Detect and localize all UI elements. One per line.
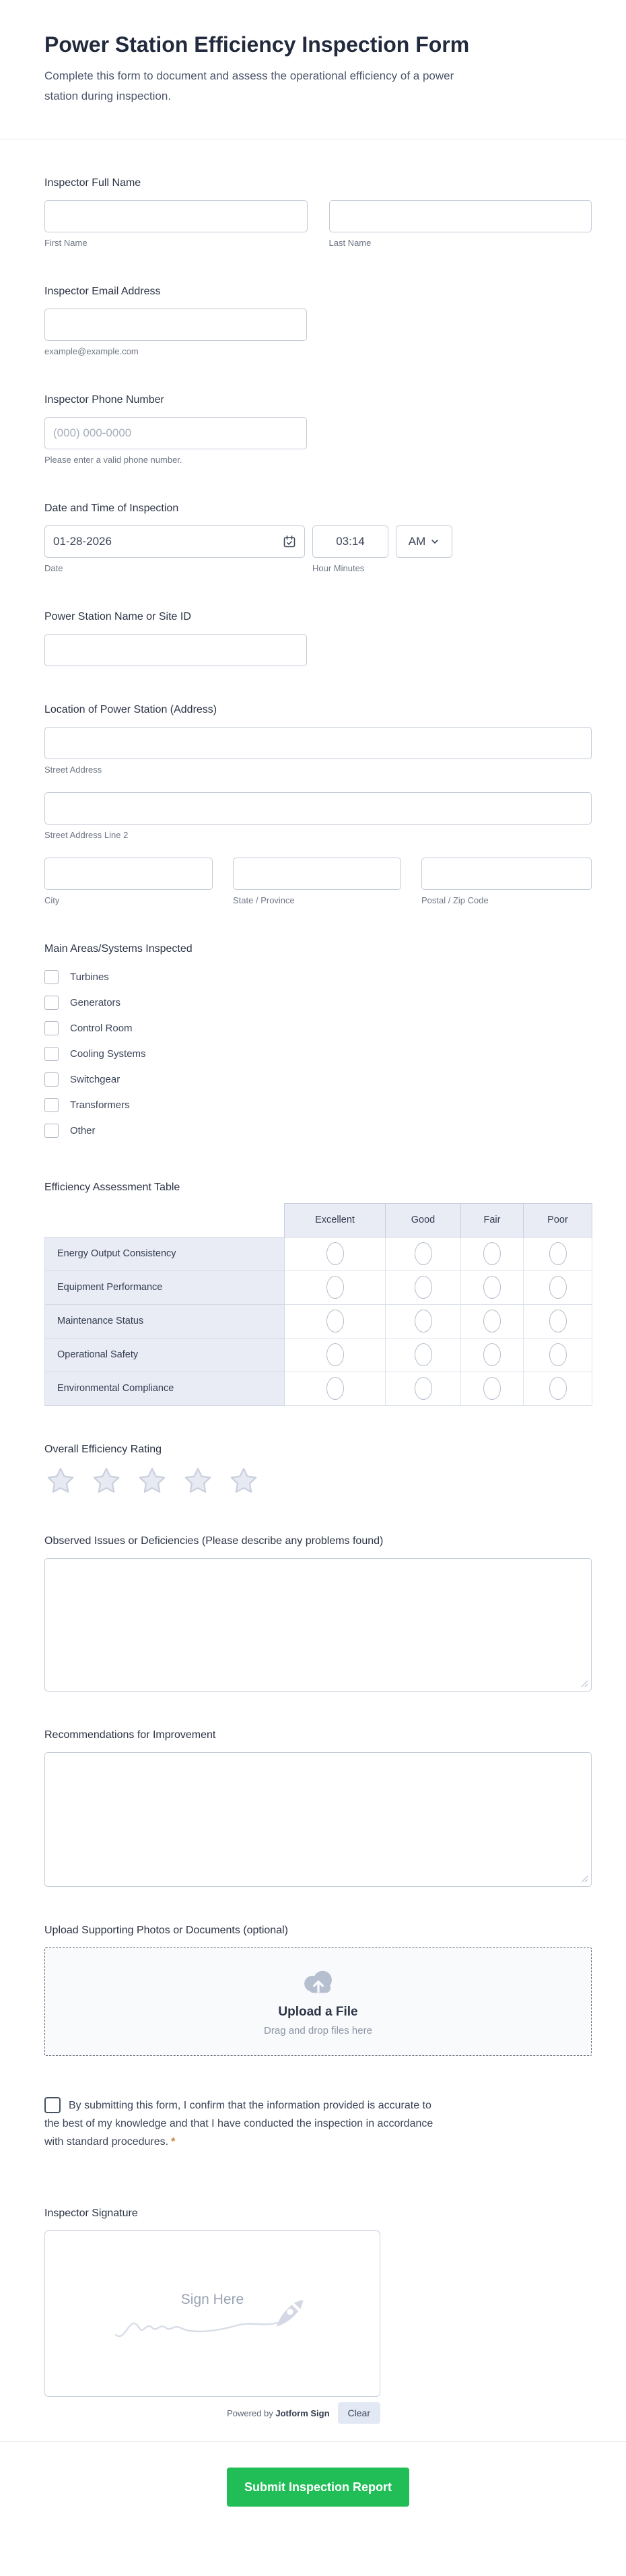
field-station	[44, 611, 592, 666]
chevron-down-icon	[430, 537, 440, 546]
matrix-radio[interactable]	[549, 1276, 567, 1299]
area-option-label[interactable]: Generators	[70, 997, 121, 1009]
matrix-row	[45, 1270, 592, 1304]
email-sublabel: example@example.com	[44, 346, 139, 356]
last-name-input[interactable]	[329, 200, 592, 232]
consent-text: By submitting this form, I confirm that the information provided is accurate to the best of my knowledge and that I have conducted the inspection in accordance with standard procedures.	[44, 2099, 433, 2148]
matrix-radio[interactable]	[415, 1276, 432, 1299]
datetime-label: Date and Time of Inspection	[44, 502, 179, 514]
matrix-radio[interactable]	[483, 1310, 501, 1332]
field-rating	[44, 1444, 592, 1498]
page-title: Power Station Efficiency Inspection Form	[44, 32, 470, 57]
full-name-label: Inspector Full Name	[44, 176, 141, 189]
street2-input[interactable]	[44, 792, 592, 825]
checkbox-option-turbines	[44, 965, 592, 990]
matrix-radio[interactable]	[415, 1242, 432, 1265]
field-signature	[44, 2208, 592, 2424]
matrix-radio[interactable]	[326, 1377, 344, 1400]
area-checkbox-transformers[interactable]	[44, 1098, 59, 1112]
address-label: Location of Power Station (Address)	[44, 703, 217, 715]
checkbox-option-switchgear	[44, 1067, 592, 1093]
area-option-label[interactable]: Other	[70, 1125, 96, 1137]
recommendations-label: Recommendations for Improvement	[44, 1729, 216, 1741]
checkbox-option-other	[44, 1118, 592, 1144]
area-option-label[interactable]: Turbines	[70, 971, 109, 984]
area-checkbox-generators[interactable]	[44, 996, 59, 1010]
state-sublabel: State / Province	[233, 895, 295, 905]
time-input[interactable]	[312, 525, 388, 558]
issues-label: Observed Issues or Deficiencies (Please describe any problems found)	[44, 1535, 384, 1547]
star-icon[interactable]	[136, 1465, 168, 1498]
ampm-select[interactable]	[396, 525, 452, 558]
date-input[interactable]	[44, 525, 305, 558]
matrix-radio[interactable]	[415, 1310, 432, 1332]
matrix-radio[interactable]	[483, 1377, 501, 1400]
matrix-table	[44, 1203, 592, 1406]
phone-label: Inspector Phone Number	[44, 393, 164, 406]
city-input[interactable]	[44, 858, 213, 890]
signature-label: Inspector Signature	[44, 2208, 138, 2220]
star-icon[interactable]	[228, 1465, 260, 1498]
powered-by-text: Powered by Jotform Sign	[227, 2408, 330, 2418]
matrix-row	[45, 1237, 592, 1270]
signature-squiggle	[112, 2304, 281, 2344]
field-datetime	[44, 503, 592, 573]
matrix-label: Efficiency Assessment Table	[44, 1181, 180, 1193]
rating-label: Overall Efficiency Rating	[44, 1443, 162, 1455]
area-checkbox-switchgear[interactable]	[44, 1072, 59, 1087]
email-label: Inspector Email Address	[44, 285, 161, 297]
field-issues	[44, 1535, 592, 1692]
matrix-radio[interactable]	[415, 1343, 432, 1366]
checkbox-option-cooling-systems	[44, 1041, 592, 1067]
matrix-col-header: Poor	[524, 1203, 592, 1237]
star-icon[interactable]	[44, 1465, 77, 1498]
matrix-row-label: Maintenance Status	[45, 1304, 285, 1338]
upload-label: Upload Supporting Photos or Documents (optional)	[44, 1924, 288, 1936]
matrix-radio[interactable]	[549, 1377, 567, 1400]
field-upload	[44, 1925, 592, 2056]
station-input[interactable]	[44, 634, 307, 666]
matrix-radio[interactable]	[326, 1242, 344, 1265]
checkbox-option-generators	[44, 990, 592, 1016]
matrix-radio[interactable]	[483, 1276, 501, 1299]
field-recommendations	[44, 1729, 592, 1887]
time-sublabel: Hour Minutes	[312, 562, 365, 573]
matrix-radio[interactable]	[549, 1242, 567, 1265]
matrix-radio[interactable]	[549, 1310, 567, 1332]
field-email	[44, 286, 592, 356]
postal-input[interactable]	[421, 858, 592, 890]
areas-label: Main Areas/Systems Inspected	[44, 942, 193, 955]
sign-here-text: Sign Here	[180, 2292, 244, 2308]
field-full-name	[44, 177, 592, 248]
consent-checkbox[interactable]	[44, 2097, 61, 2113]
signature-footer	[44, 2402, 380, 2424]
matrix-col-header: Good	[386, 1203, 461, 1237]
first-name-sublabel: First Name	[44, 237, 88, 248]
first-name-input[interactable]	[44, 200, 308, 232]
issues-textarea[interactable]	[44, 1558, 592, 1692]
date-sublabel: Date	[44, 562, 63, 573]
area-option-label[interactable]: Control Room	[70, 1023, 133, 1035]
matrix-col-header: Fair	[461, 1203, 524, 1237]
recommendations-textarea[interactable]	[44, 1752, 592, 1887]
required-asterisk: *	[171, 2136, 176, 2148]
submit-button[interactable]: Submit Inspection Report	[227, 2468, 409, 2507]
street-sublabel: Street Address	[44, 764, 102, 775]
area-checkbox-cooling-systems[interactable]	[44, 1047, 59, 1061]
area-option-label[interactable]: Transformers	[70, 1099, 130, 1112]
postal-sublabel: Postal / Zip Code	[421, 895, 489, 905]
star-icon[interactable]	[182, 1465, 214, 1498]
signature-pad[interactable]	[44, 2230, 380, 2397]
star-icon[interactable]	[90, 1465, 123, 1498]
upload-dropzone[interactable]	[44, 1947, 592, 2056]
matrix-row-label: Environmental Compliance	[45, 1372, 285, 1405]
matrix-radio[interactable]	[549, 1343, 567, 1366]
matrix-radio[interactable]	[326, 1310, 344, 1332]
matrix-radio[interactable]	[483, 1343, 501, 1366]
email-input[interactable]	[44, 309, 307, 341]
field-areas	[44, 943, 592, 1144]
field-phone	[44, 394, 592, 465]
field-address	[44, 704, 592, 905]
station-label: Power Station Name or Site ID	[44, 610, 191, 622]
upload-title: Upload a File	[278, 2004, 358, 2019]
street-input[interactable]	[44, 727, 592, 759]
matrix-radio[interactable]	[326, 1343, 344, 1366]
area-checkbox-turbines[interactable]	[44, 970, 59, 984]
matrix-row	[45, 1372, 592, 1405]
matrix-row-label: Energy Output Consistency	[45, 1237, 285, 1270]
consent-row	[44, 2096, 448, 2152]
checkbox-option-transformers	[44, 1093, 592, 1118]
ampm-value: AM	[408, 534, 426, 548]
last-name-sublabel: Last Name	[328, 237, 372, 248]
phone-sublabel: Please enter a valid phone number.	[44, 454, 182, 465]
area-option-label[interactable]: Cooling Systems	[70, 1048, 146, 1060]
phone-input[interactable]	[44, 417, 307, 449]
street2-sublabel: Street Address Line 2	[44, 829, 129, 840]
cloud-upload-icon	[299, 1967, 338, 1997]
clear-button[interactable]: Clear	[338, 2402, 380, 2424]
city-sublabel: City	[44, 895, 60, 905]
matrix-row	[45, 1304, 592, 1338]
matrix-row	[45, 1338, 592, 1372]
star-rating	[44, 1465, 592, 1498]
footer-divider	[0, 2441, 626, 2442]
state-input[interactable]	[233, 858, 401, 890]
matrix-col-header: Excellent	[285, 1203, 386, 1237]
matrix-row-label: Operational Safety	[45, 1338, 285, 1372]
area-option-label[interactable]: Switchgear	[70, 1074, 120, 1086]
field-matrix	[44, 1182, 592, 1406]
matrix-radio[interactable]	[326, 1276, 344, 1299]
matrix-corner-cell	[45, 1203, 285, 1237]
upload-hint: Drag and drop files here	[264, 2024, 372, 2036]
checkbox-option-control-room	[44, 1016, 592, 1041]
form-subtitle: Complete this form to document and assess the operational efficiency of a power station during inspection.	[44, 69, 454, 102]
area-checkbox-other[interactable]	[44, 1124, 59, 1138]
area-checkbox-control-room[interactable]	[44, 1021, 59, 1035]
jotform-sign-brand: Jotform Sign	[275, 2408, 330, 2418]
matrix-radio[interactable]	[483, 1242, 501, 1265]
matrix-radio[interactable]	[415, 1377, 432, 1400]
matrix-row-label: Equipment Performance	[45, 1270, 285, 1304]
